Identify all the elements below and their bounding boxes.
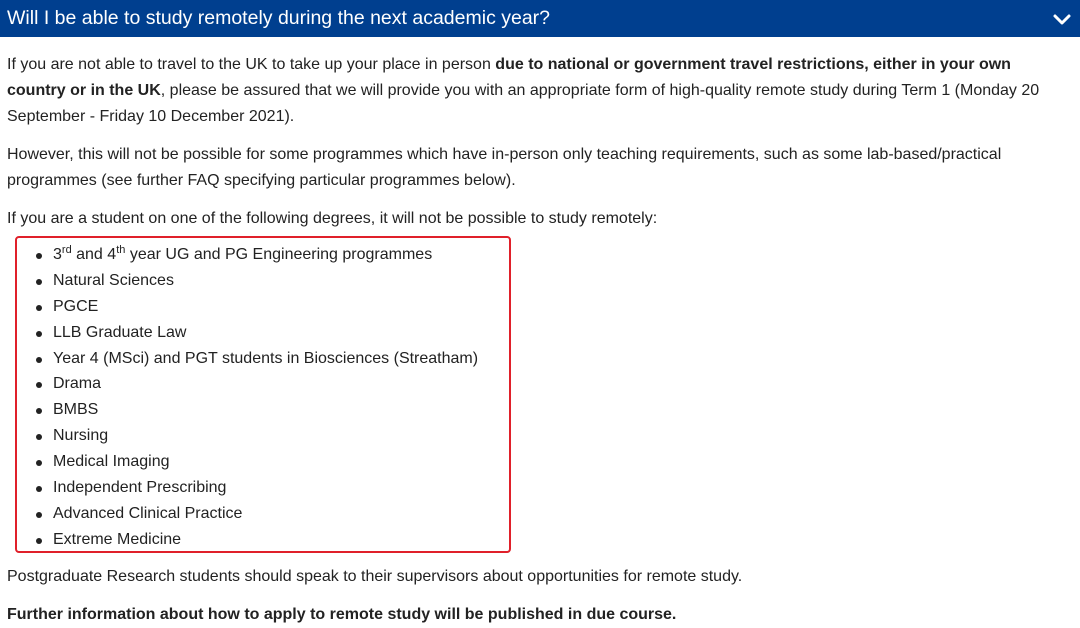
degree-list: [7, 242, 478, 553]
list-item: Year 4 (MSci) and PGT students in Biosciences (Streatham): [7, 346, 478, 372]
list-item: PGCE: [7, 294, 478, 320]
paragraph-travel-restrictions: [7, 52, 1073, 130]
paragraph-degrees-intro: If you are a student on one of the following degrees, it will not be possible to study remotely:: [7, 210, 658, 227]
ordinal-number: 3: [53, 246, 62, 263]
list-item: Independent Prescribing: [7, 475, 478, 501]
list-item: Natural Sciences: [7, 268, 478, 294]
list-item: Advanced Clinical Practice: [7, 501, 478, 527]
paragraph-in-person-requirements: However, this will not be possible for some programmes which have in-person only teaching requirements, such as some lab-based/practical programmes (see further FAQ specifying particular programmes below).: [7, 146, 1002, 189]
accordion-title: Will I be able to study remotely during the next academic year?: [7, 7, 551, 29]
list-item-text: year UG and PG Engineering programmes: [125, 246, 433, 263]
list-item: Extreme Medicine: [7, 527, 478, 553]
paragraph-text: , please be assured that we will provide you with an appropriate form of high-quality remote study during Term 1 (Monday 20 September - Friday 10 December 2021).: [7, 82, 1040, 125]
list-item: Drama: [7, 371, 478, 397]
list-item: LLB Graduate Law: [7, 320, 478, 346]
paragraph-pgr-students: Postgraduate Research students should speak to their supervisors about opportunities for remote study.: [7, 568, 743, 585]
list-item: Medical Imaging: [7, 449, 478, 475]
list-item: [7, 242, 478, 268]
list-item: Nursing: [7, 423, 478, 449]
paragraph-text: If you are not able to travel to the UK to take up your place in person: [7, 56, 496, 73]
list-item-text: and: [71, 246, 108, 263]
list-item: BMBS: [7, 397, 478, 423]
ordinal-suffix: th: [116, 244, 126, 256]
ordinal-number: 4: [107, 246, 117, 263]
chevron-down-icon[interactable]: [1052, 9, 1072, 29]
accordion-header[interactable]: [0, 0, 1080, 37]
paragraph-bold-text: due to national or government travel restrictions, either in your own country or in the UK: [7, 56, 1011, 99]
ordinal-suffix: rd: [61, 244, 72, 256]
paragraph-further-info: Further information about how to apply to remote study will be published in due course.: [7, 606, 677, 623]
